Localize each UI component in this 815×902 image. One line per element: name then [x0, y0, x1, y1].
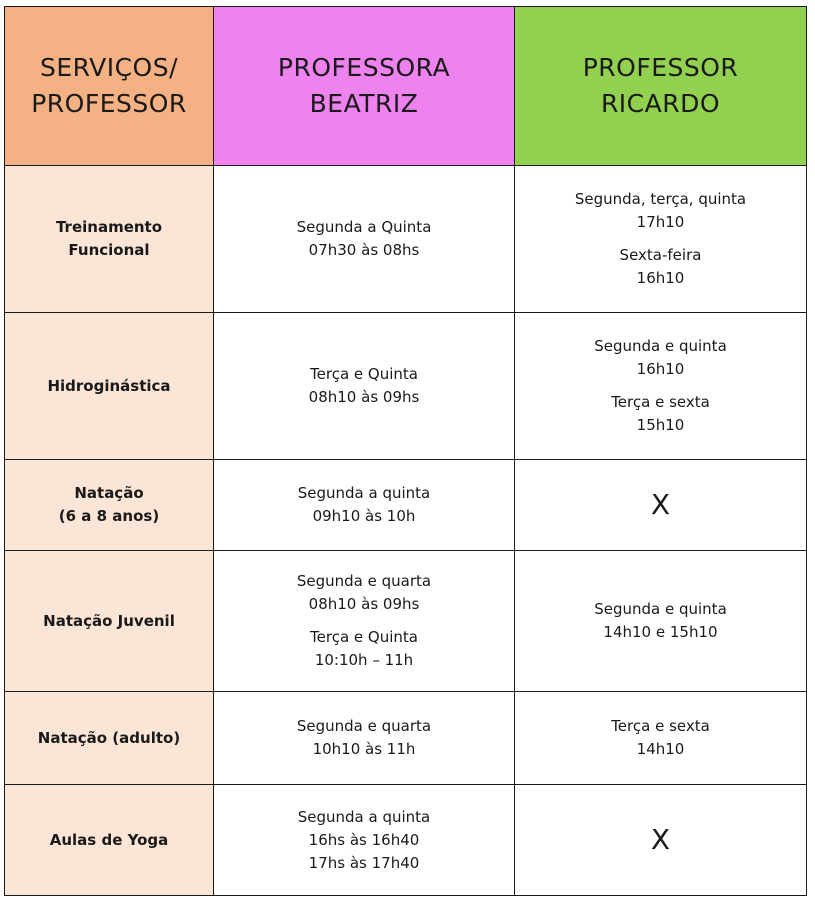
service-line: Treinamento: [55, 218, 163, 236]
schedule-block: [515, 715, 806, 761]
schedule-days: Segunda e quinta: [594, 600, 727, 618]
header-beatriz-line-1: PROFESSORA: [277, 53, 451, 82]
service-line: Hidroginástica: [47, 376, 171, 395]
service-cell: [5, 166, 214, 313]
beatriz-cell: [214, 460, 515, 551]
schedule-time: 17h10: [636, 213, 685, 231]
schedule-time: 10h10 às 11h: [312, 740, 416, 758]
schedule-time: 17hs às 17h40: [308, 853, 420, 872]
schedule-days: Terça e Quinta: [310, 628, 418, 646]
schedule-time: 10:10h – 11h: [314, 651, 414, 669]
schedule-time: 08h10 às 09hs: [308, 388, 420, 406]
schedule-days: Terça e sexta: [611, 393, 710, 411]
schedule-days: Terça e sexta: [611, 717, 710, 735]
schedule-time: 09h10 às 10h: [312, 507, 416, 525]
table-row: [5, 785, 807, 896]
schedule-time: 08h10 às 09hs: [308, 595, 420, 613]
ricardo-cell: [515, 313, 807, 460]
schedule-days: Segunda a quinta: [297, 807, 431, 826]
schedule-time: 14h10: [636, 740, 685, 758]
header-beatriz: [214, 7, 515, 166]
schedule-time: 07h30 às 08hs: [308, 241, 420, 259]
schedule-block: [214, 363, 514, 409]
service-cell: [5, 551, 214, 692]
service-line: (6 a 8 anos): [58, 507, 160, 525]
beatriz-cell: [214, 692, 515, 785]
schedule-time: 14h10 e 15h10: [603, 623, 718, 641]
schedule-block: [214, 216, 514, 262]
schedule-days: Segunda e quarta: [296, 572, 432, 590]
ricardo-cell: [515, 692, 807, 785]
ricardo-cell: [515, 785, 807, 896]
schedule-days: Segunda a quinta: [297, 484, 431, 502]
ricardo-cell: [515, 551, 807, 692]
table-row: [5, 551, 807, 692]
table-row: [5, 166, 807, 313]
schedule-days: Segunda e quarta: [296, 717, 432, 735]
schedule-time: 15h10: [636, 416, 685, 434]
unavailable-mark: X: [650, 822, 671, 856]
schedule-block: [515, 244, 806, 290]
service-cell: [5, 692, 214, 785]
header-ricardo-line-2: RICARDO: [600, 89, 721, 118]
service-cell: [5, 313, 214, 460]
header-beatriz-line-2: BEATRIZ: [309, 89, 419, 118]
schedule-block: [214, 806, 514, 875]
header-service: [5, 7, 214, 166]
schedule-days: Segunda, terça, quinta: [574, 190, 747, 208]
ricardo-cell: [515, 460, 807, 551]
schedule-time: 16h10: [636, 360, 685, 378]
schedule-days: Segunda a Quinta: [296, 218, 432, 236]
schedule-days: Segunda e quinta: [594, 337, 727, 355]
schedule-block: [214, 570, 514, 616]
schedule-block: [214, 715, 514, 761]
service-line: Aulas de Yoga: [49, 830, 169, 849]
schedule-days: Terça e Quinta: [310, 365, 418, 383]
service-cell: [5, 785, 214, 896]
header-ricardo-line-1: PROFESSOR: [582, 53, 739, 82]
header-service-line-1: SERVIÇOS/: [39, 53, 179, 82]
unavailable-mark: X: [650, 487, 671, 521]
beatriz-cell: [214, 166, 515, 313]
header-row: [5, 7, 807, 166]
service-cell: [5, 460, 214, 551]
service-line: Natação Juvenil: [43, 611, 175, 630]
header-service-line-2: PROFESSOR: [31, 89, 187, 118]
service-line: Funcional: [68, 241, 150, 259]
table-row: [5, 692, 807, 785]
schedule-time: 16hs às 16h40: [308, 830, 420, 849]
table-row: [5, 313, 807, 460]
header-ricardo: [515, 7, 807, 166]
service-line: Natação (adulto): [37, 728, 181, 747]
service-line: Natação: [74, 484, 144, 502]
table-row: [5, 460, 807, 551]
schedule-block: [214, 482, 514, 528]
schedule-block: [515, 391, 806, 437]
schedule-block: [214, 626, 514, 672]
schedule-table: [4, 6, 807, 896]
schedule-block: [515, 335, 806, 381]
schedule-time: 16h10: [636, 269, 685, 287]
schedule-block: [515, 598, 806, 644]
beatriz-cell: [214, 785, 515, 896]
beatriz-cell: [214, 313, 515, 460]
ricardo-cell: [515, 166, 807, 313]
beatriz-cell: [214, 551, 515, 692]
schedule-days: Sexta-feira: [619, 246, 702, 264]
schedule-block: [515, 188, 806, 234]
